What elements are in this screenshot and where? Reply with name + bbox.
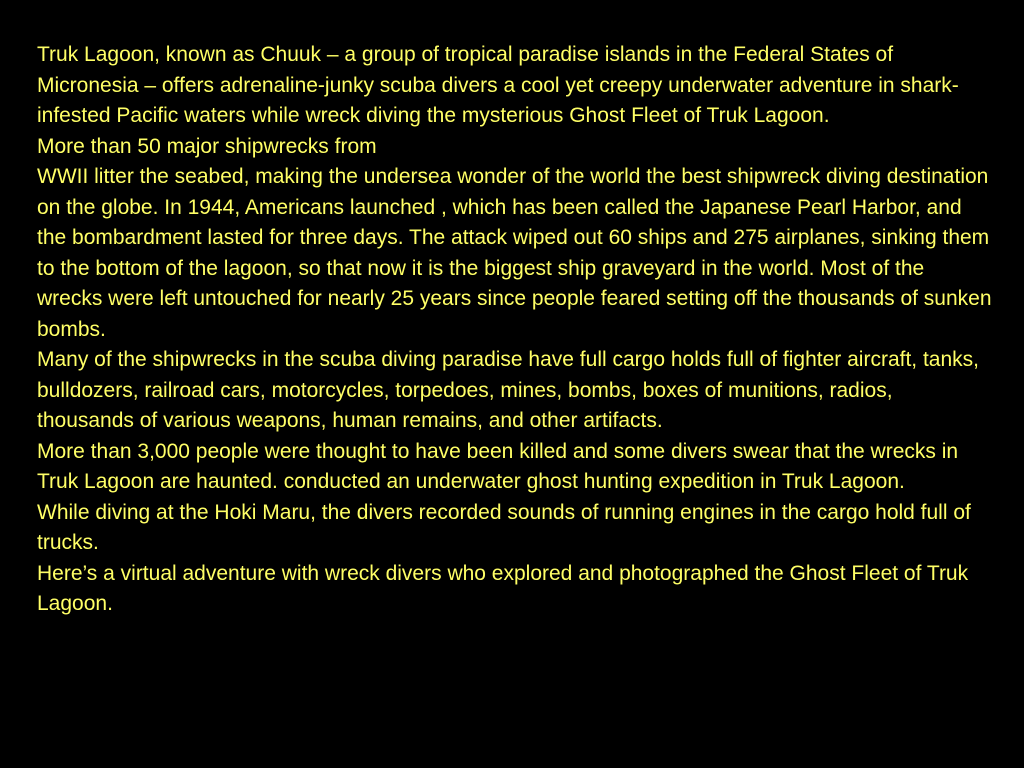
paragraph-wwii-history: WWII litter the seabed, making the undersea wonder of the world the best shipwreck diving destination on the globe. In 1944, Americans launched , which has been called the Japanese Pearl Harbor, and the bombardment lasted for three days. The attack wiped out 60 ships and 275 airplanes, sinking them to the bottom of the lagoon, so that now it is the biggest ship graveyard in the world. Most of the wrecks were left untouched for nearly 25 years since people feared setting off the thousands of sunken bombs. [37,165,992,341]
paragraph-intro: Truk Lagoon, known as Chuuk – a group of tropical paradise islands in the Federal States of Micronesia – offers adrenaline-junky scuba divers a cool yet creepy underwater adventure in shark-infested Pacific waters while wreck diving the mysterious Ghost Fleet of Truk Lagoon. [37,43,959,127]
paragraph-shipwrecks-count: More than 50 major shipwrecks from [37,134,377,158]
paragraph-haunted: More than 3,000 people were thought to have been killed and some divers swear that the wrecks in Truk Lagoon are haunted. conducted an underwater ghost hunting expedition in Truk Lagoon. [37,439,959,493]
paragraph-hoki-maru: While diving at the Hoki Maru, the divers recorded sounds of running engines in the cargo hold full of trucks. [37,500,971,554]
paragraph-cargo-holds: Many of the shipwrecks in the scuba diving paradise have full cargo holds full of fighter aircraft, tanks, bulldozers, railroad cars, motorcycles, torpedoes, mines, bombs, boxes of munitions, radios, thousands of various weapons, human remains, and other artifacts. [37,348,979,432]
paragraph-virtual-adventure: Here’s a virtual adventure with wreck divers who explored and photographed the Ghost Fleet of Truk Lagoon. [37,561,969,615]
